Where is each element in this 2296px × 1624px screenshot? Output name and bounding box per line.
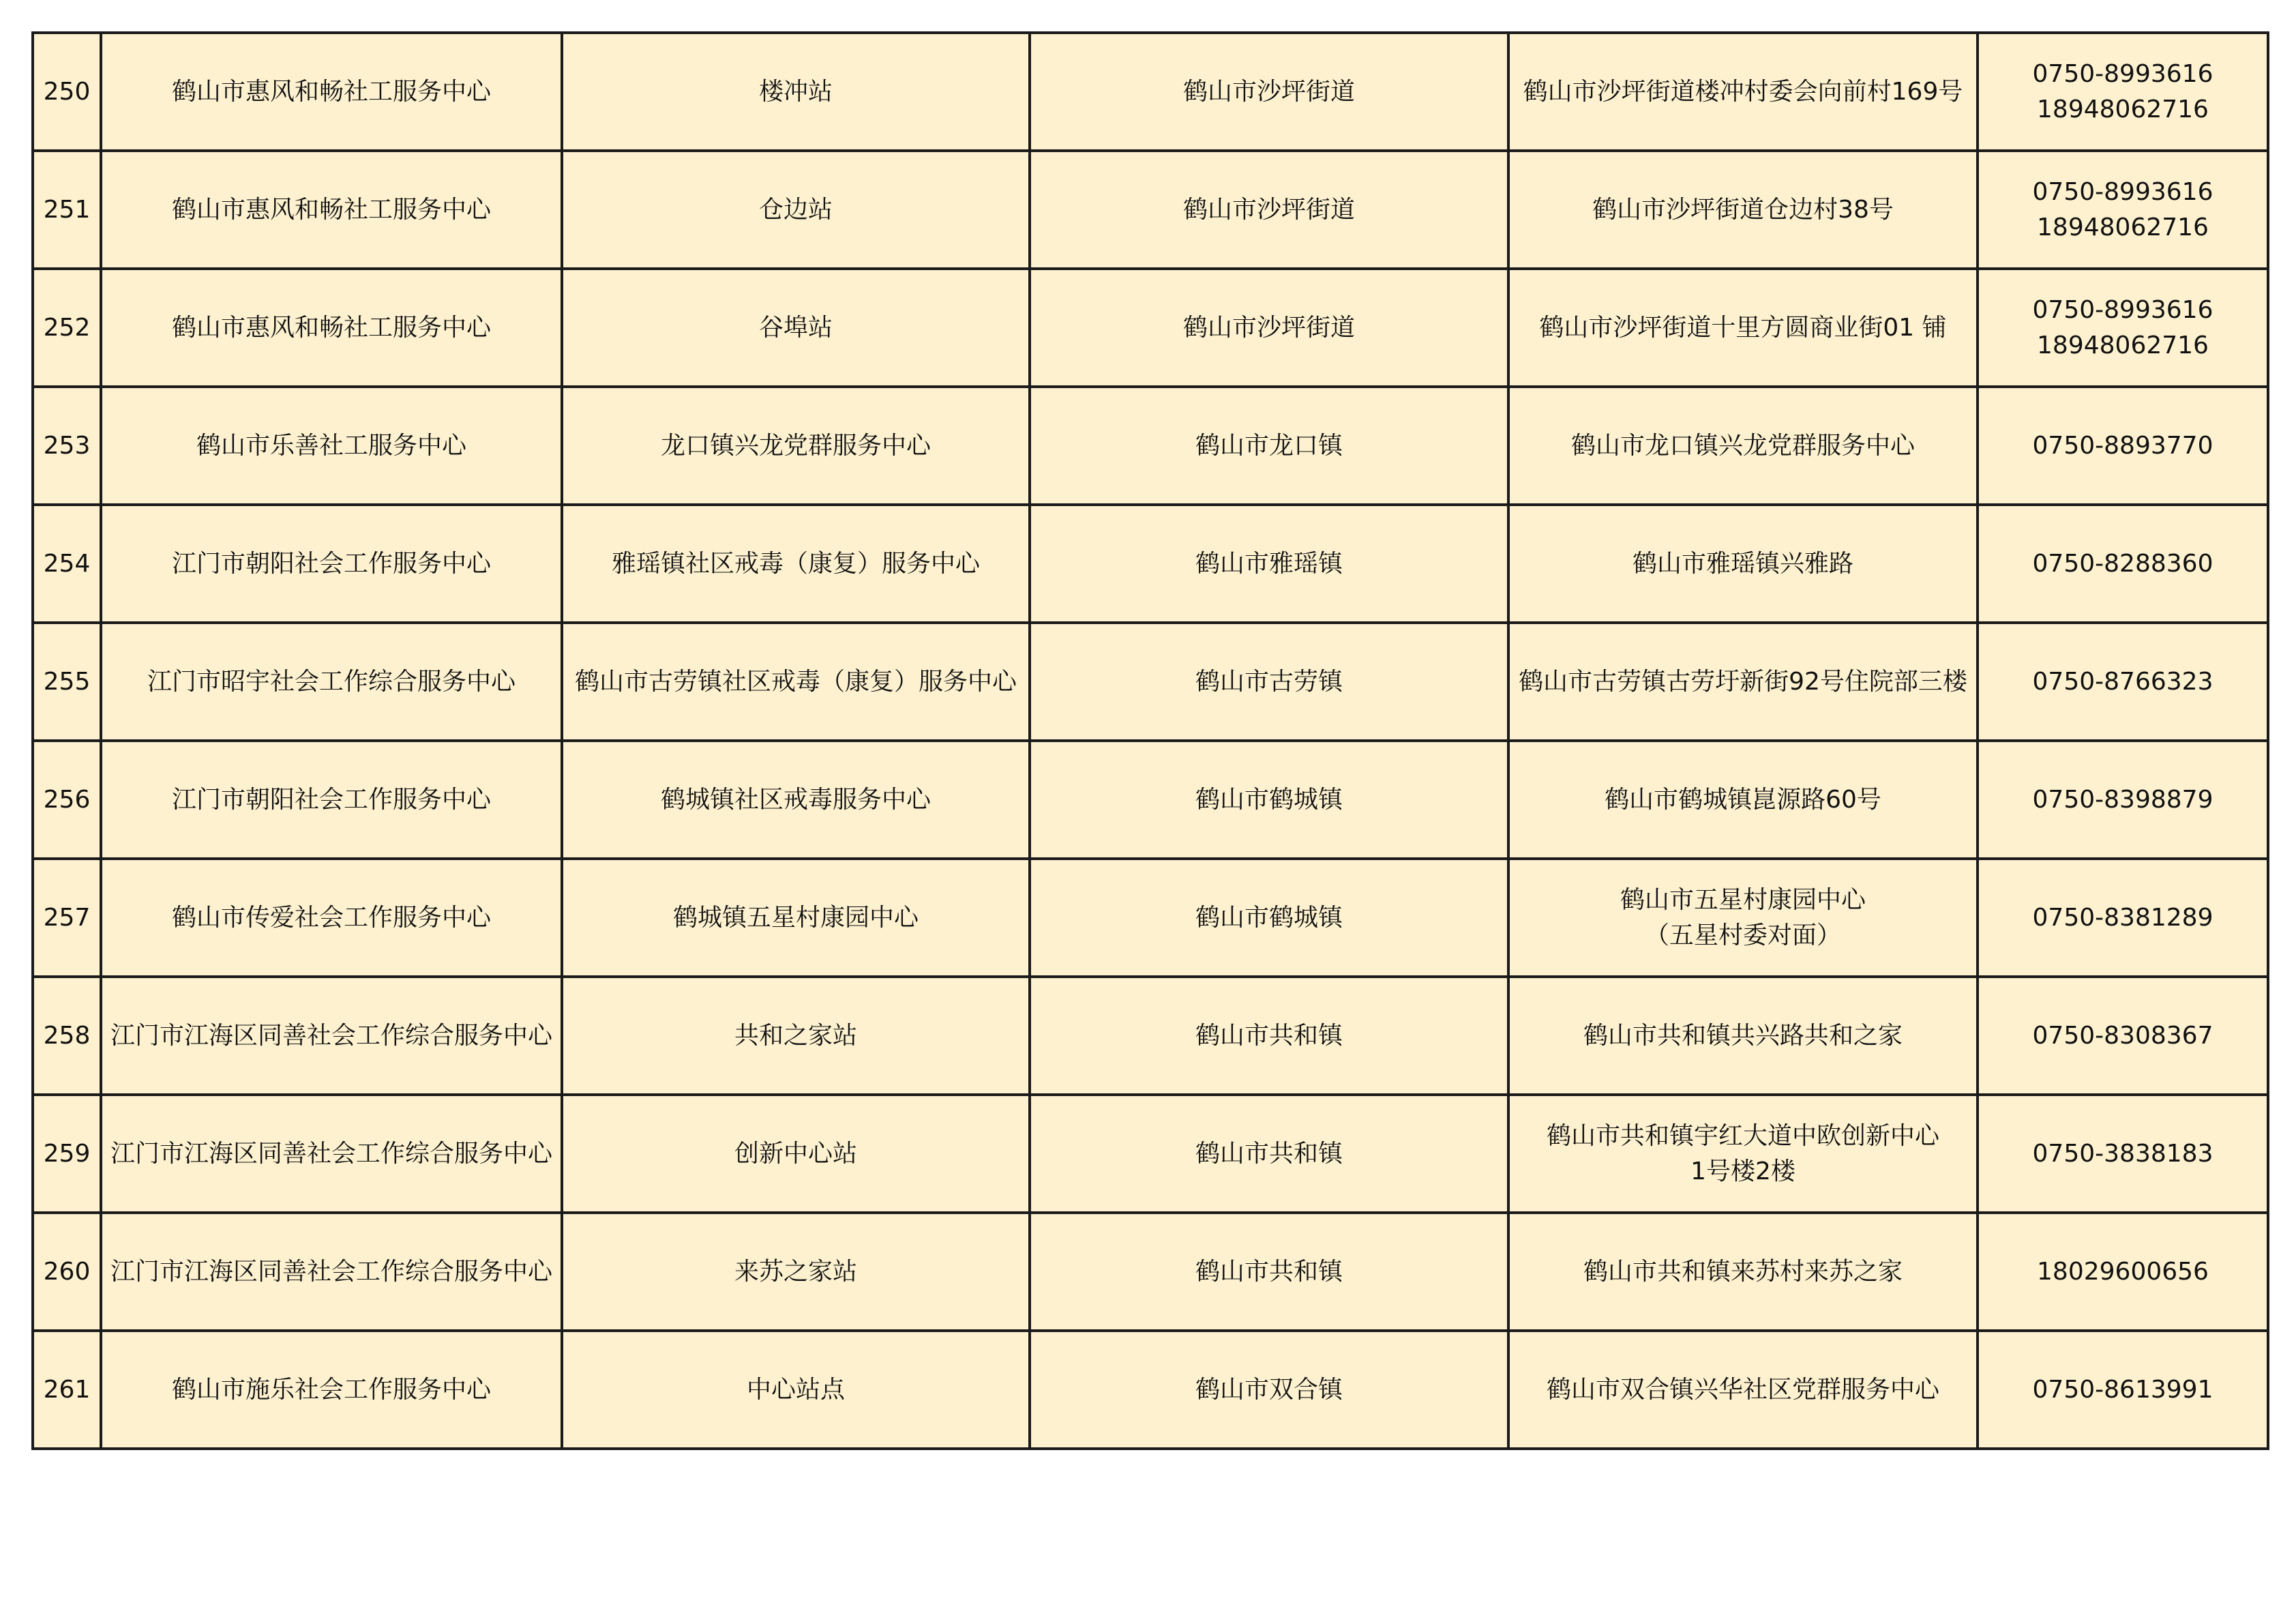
cell-address (1508, 1331, 1978, 1449)
cell-address-line: 鹤山市雅瑶镇兴雅路 (1632, 549, 1853, 578)
cell-number: 259 (33, 1095, 101, 1213)
cell-address (1508, 151, 1978, 269)
table-row (33, 387, 2268, 505)
cell-organization: 鹤山市乐善社工服务中心 (101, 387, 562, 505)
cell-number: 252 (33, 269, 101, 387)
cell-address-line: 鹤山市双合镇兴华社区党群服务中心 (1546, 1375, 1939, 1404)
cell-address-line: 鹤山市古劳镇古劳圩新街92号住院部三楼 (1519, 667, 1967, 696)
cell-address (1508, 859, 1978, 977)
cell-phone-line: 0750-8381289 (2032, 903, 2213, 932)
cell-organization: 江门市江海区同善社会工作综合服务中心 (101, 1213, 562, 1331)
cell-address-line: 1号楼2楼 (1690, 1157, 1795, 1185)
cell-address (1508, 977, 1978, 1095)
cell-organization: 鹤山市施乐社会工作服务中心 (101, 1331, 562, 1449)
cell-address (1508, 33, 1978, 151)
cell-area: 鹤山市鹤城镇 (1030, 741, 1508, 859)
cell-area: 鹤山市共和镇 (1030, 977, 1508, 1095)
cell-phone (1978, 151, 2268, 269)
cell-number: 250 (33, 33, 101, 151)
cell-address-line: 鹤山市共和镇宇红大道中欧创新中心 (1546, 1121, 1939, 1150)
cell-address (1508, 269, 1978, 387)
cell-phone-line: 0750-8398879 (2032, 785, 2213, 814)
cell-address (1508, 1095, 1978, 1213)
table-row (33, 977, 2268, 1095)
cell-number: 257 (33, 859, 101, 977)
cell-phone (1978, 33, 2268, 151)
cell-station-name: 鹤山市古劳镇社区戒毒（康复）服务中心 (562, 623, 1030, 741)
cell-address-line: 鹤山市五星村康园中心 (1620, 885, 1866, 914)
cell-number: 258 (33, 977, 101, 1095)
cell-phone-line: 0750-8893770 (2032, 431, 2213, 460)
cell-number: 260 (33, 1213, 101, 1331)
cell-phone (1978, 859, 2268, 977)
cell-area: 鹤山市沙坪街道 (1030, 269, 1508, 387)
cell-phone-line: 18948062716 (2037, 95, 2209, 123)
cell-organization: 江门市昭宇社会工作综合服务中心 (101, 623, 562, 741)
service-station-table (31, 31, 2269, 1450)
cell-station-name: 来苏之家站 (562, 1213, 1030, 1331)
table-row (33, 151, 2268, 269)
cell-phone-line: 0750-8288360 (2032, 549, 2213, 578)
cell-area: 鹤山市共和镇 (1030, 1213, 1508, 1331)
cell-phone (1978, 1095, 2268, 1213)
cell-station-name: 鹤城镇社区戒毒服务中心 (562, 741, 1030, 859)
cell-station-name: 仓边站 (562, 151, 1030, 269)
cell-station-name: 龙口镇兴龙党群服务中心 (562, 387, 1030, 505)
cell-organization: 鹤山市惠风和畅社工服务中心 (101, 33, 562, 151)
cell-area: 鹤山市龙口镇 (1030, 387, 1508, 505)
cell-area: 鹤山市古劳镇 (1030, 623, 1508, 741)
cell-phone-line: 18948062716 (2037, 213, 2209, 241)
cell-area: 鹤山市沙坪街道 (1030, 151, 1508, 269)
cell-phone-line: 0750-8308367 (2032, 1021, 2213, 1050)
cell-address-line: 鹤山市龙口镇兴龙党群服务中心 (1570, 431, 1915, 460)
cell-address-line: （五星村委对面） (1644, 921, 1841, 949)
cell-area: 鹤山市沙坪街道 (1030, 33, 1508, 151)
cell-number: 254 (33, 505, 101, 623)
cell-area: 鹤山市鹤城镇 (1030, 859, 1508, 977)
table-row (33, 623, 2268, 741)
cell-number: 251 (33, 151, 101, 269)
cell-phone (1978, 741, 2268, 859)
table-row (33, 269, 2268, 387)
cell-phone-line: 18948062716 (2037, 331, 2209, 359)
cell-address (1508, 741, 1978, 859)
cell-phone (1978, 977, 2268, 1095)
cell-address-line: 鹤山市沙坪街道楼冲村委会向前村169号 (1523, 77, 1963, 106)
cell-organization: 江门市朝阳社会工作服务中心 (101, 505, 562, 623)
cell-organization: 鹤山市惠风和畅社工服务中心 (101, 269, 562, 387)
cell-address (1508, 387, 1978, 505)
cell-address-line: 鹤山市沙坪街道十里方圆商业街01 铺 (1539, 313, 1947, 342)
cell-station-name: 创新中心站 (562, 1095, 1030, 1213)
cell-organization: 江门市朝阳社会工作服务中心 (101, 741, 562, 859)
cell-station-name: 雅瑶镇社区戒毒（康复）服务中心 (562, 505, 1030, 623)
cell-area: 鹤山市共和镇 (1030, 1095, 1508, 1213)
cell-address (1508, 1213, 1978, 1331)
cell-phone (1978, 269, 2268, 387)
table-row (33, 33, 2268, 151)
table-row (33, 741, 2268, 859)
cell-address-line: 鹤山市共和镇来苏村来苏之家 (1583, 1257, 1903, 1286)
cell-station-name: 中心站点 (562, 1331, 1030, 1449)
cell-area: 鹤山市双合镇 (1030, 1331, 1508, 1449)
cell-phone-line: 0750-8993616 (2032, 295, 2213, 324)
cell-station-name: 共和之家站 (562, 977, 1030, 1095)
cell-number: 256 (33, 741, 101, 859)
table-body (33, 33, 2268, 1449)
cell-phone (1978, 623, 2268, 741)
cell-number: 255 (33, 623, 101, 741)
cell-organization: 江门市江海区同善社会工作综合服务中心 (101, 1095, 562, 1213)
cell-organization: 江门市江海区同善社会工作综合服务中心 (101, 977, 562, 1095)
table-row (33, 1331, 2268, 1449)
cell-station-name: 鹤城镇五星村康园中心 (562, 859, 1030, 977)
cell-phone-line: 0750-8613991 (2032, 1375, 2213, 1404)
cell-number: 253 (33, 387, 101, 505)
table-row (33, 1095, 2268, 1213)
cell-phone-line: 0750-8766323 (2032, 667, 2213, 696)
cell-area: 鹤山市雅瑶镇 (1030, 505, 1508, 623)
cell-number: 261 (33, 1331, 101, 1449)
table-row (33, 859, 2268, 977)
cell-phone-line: 0750-3838183 (2032, 1139, 2213, 1168)
cell-phone (1978, 1213, 2268, 1331)
cell-address (1508, 623, 1978, 741)
cell-address-line: 鹤山市鹤城镇崑源路60号 (1605, 785, 1881, 814)
cell-phone-line: 0750-8993616 (2032, 177, 2213, 206)
cell-phone (1978, 505, 2268, 623)
table-row (33, 1213, 2268, 1331)
cell-phone-line: 0750-8993616 (2032, 59, 2213, 88)
table-row (33, 505, 2268, 623)
cell-station-name: 楼冲站 (562, 33, 1030, 151)
cell-organization: 鹤山市传爱社会工作服务中心 (101, 859, 562, 977)
cell-address (1508, 505, 1978, 623)
cell-station-name: 谷埠站 (562, 269, 1030, 387)
cell-phone (1978, 1331, 2268, 1449)
cell-address-line: 鹤山市共和镇共兴路共和之家 (1583, 1021, 1903, 1050)
cell-phone-line: 18029600656 (2037, 1257, 2209, 1286)
cell-address-line: 鹤山市沙坪街道仓边村38号 (1592, 195, 1894, 224)
cell-organization: 鹤山市惠风和畅社工服务中心 (101, 151, 562, 269)
cell-phone (1978, 387, 2268, 505)
